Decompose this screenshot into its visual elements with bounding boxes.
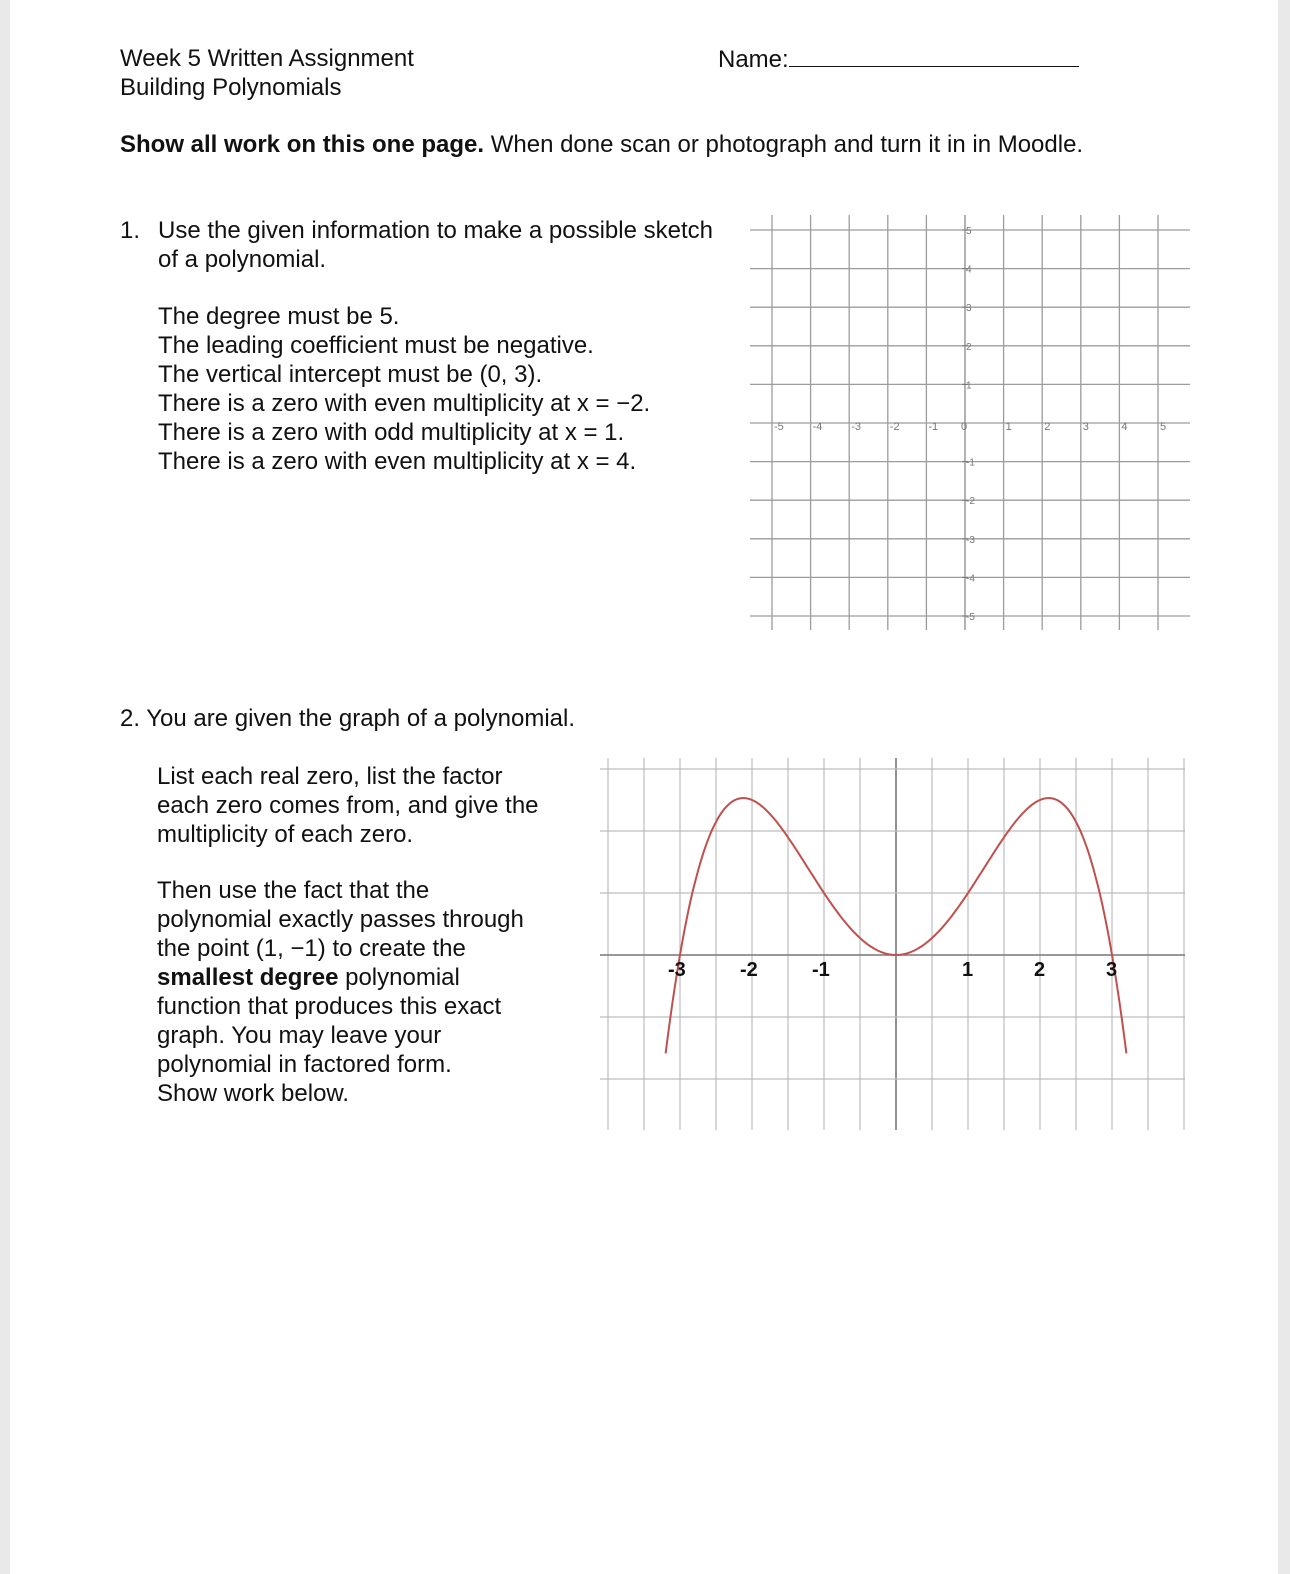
instructions xyxy=(120,130,1083,159)
y-tick-label: 3 xyxy=(966,303,972,315)
x-tick-label: -1 xyxy=(928,421,939,433)
y-tick-label: -1 xyxy=(966,457,975,469)
x-tick-label: -5 xyxy=(774,421,784,433)
name-blank-line[interactable] xyxy=(789,44,1079,67)
x-tick-label: 0 xyxy=(961,421,968,433)
q2-text-line: the point (1, −1) to create the xyxy=(157,935,466,962)
x-tick-label: 1 xyxy=(1005,421,1012,433)
q2-text-line: graph. You may leave your xyxy=(157,1022,442,1049)
y-tick-label: -4 xyxy=(966,573,975,585)
q2-text-line: polynomial exactly passes through xyxy=(157,906,524,933)
q1-prompt-line-2: of a polynomial. xyxy=(158,246,327,273)
y-tick-label: -3 xyxy=(966,534,975,546)
x-tick-label: 4 xyxy=(1121,421,1128,433)
name-field[interactable] xyxy=(718,44,1079,74)
q1-condition: There is a zero with even multiplicity at x = 4. xyxy=(158,448,637,475)
y-tick-label: 4 xyxy=(966,264,972,276)
x-tick-label: 1 xyxy=(962,959,974,981)
x-tick-label: -2 xyxy=(740,959,758,981)
q1-condition: The leading coefficient must be negative. xyxy=(158,332,594,359)
q1-blank-graph[interactable] xyxy=(750,210,1190,635)
q2-smallest-degree: smallest degree xyxy=(157,964,339,991)
x-tick-label: 5 xyxy=(1160,421,1167,433)
instructions-rest: When done scan or photograph and turn it in in Moodle. xyxy=(484,131,1084,158)
q1-condition: The degree must be 5. xyxy=(158,303,400,330)
instructions-bold: Show all work on this one page. xyxy=(120,131,485,158)
x-tick-label: -3 xyxy=(851,421,861,433)
x-tick-label: 3 xyxy=(1082,421,1089,433)
x-tick-label: -1 xyxy=(812,959,830,981)
q1-condition: There is a zero with odd multiplicity at x = 1. xyxy=(158,419,625,446)
q2-title: 2. You are given the graph of a polynomial. xyxy=(120,705,575,732)
assignment-subtitle: Building Polynomials xyxy=(120,74,342,101)
q1-condition: The vertical intercept must be (0, 3). xyxy=(158,361,543,388)
q2-text-line: smallest degree polynomial xyxy=(157,964,460,991)
q2-text-line: polynomial in factored form. xyxy=(157,1051,452,1078)
q1-prompt-line-1: Use the given information to make a possible sketch xyxy=(158,217,713,244)
q1-condition: There is a zero with even multiplicity at x = −2. xyxy=(158,390,651,417)
y-tick-label: -2 xyxy=(966,496,975,508)
q2-paragraph-2 xyxy=(157,876,524,1108)
x-tick-label: 2 xyxy=(1044,421,1051,433)
q2-polynomial-graph xyxy=(585,750,1185,1135)
q2-text-line: List each real zero, list the factor xyxy=(157,763,503,790)
worksheet-page xyxy=(10,0,1278,1574)
name-label: Name: xyxy=(718,46,789,73)
x-tick-label: -4 xyxy=(812,421,823,433)
y-tick-label: 5 xyxy=(966,226,972,237)
x-tick-label: -3 xyxy=(668,959,686,981)
q2-paragraph-1 xyxy=(157,762,539,849)
x-tick-label: 2 xyxy=(1034,959,1046,981)
q2-text-line: multiplicity of each zero. xyxy=(157,821,414,848)
x-tick-label: -2 xyxy=(889,421,900,433)
q1-conditions xyxy=(158,302,650,476)
q1-number: 1. xyxy=(120,217,141,244)
q2-text-line: function that produces this exact xyxy=(157,993,502,1020)
assignment-title: Week 5 Written Assignment xyxy=(120,45,414,72)
q2-text-line: Show work below. xyxy=(157,1080,350,1107)
y-tick-label: -5 xyxy=(966,612,975,623)
x-tick-label: 3 xyxy=(1106,959,1118,981)
q2-text-line: each zero comes from, and give the xyxy=(157,792,539,819)
y-tick-label: 1 xyxy=(966,380,972,392)
y-tick-label: 2 xyxy=(966,341,972,353)
q2-text-line: Then use the fact that the xyxy=(157,877,430,904)
